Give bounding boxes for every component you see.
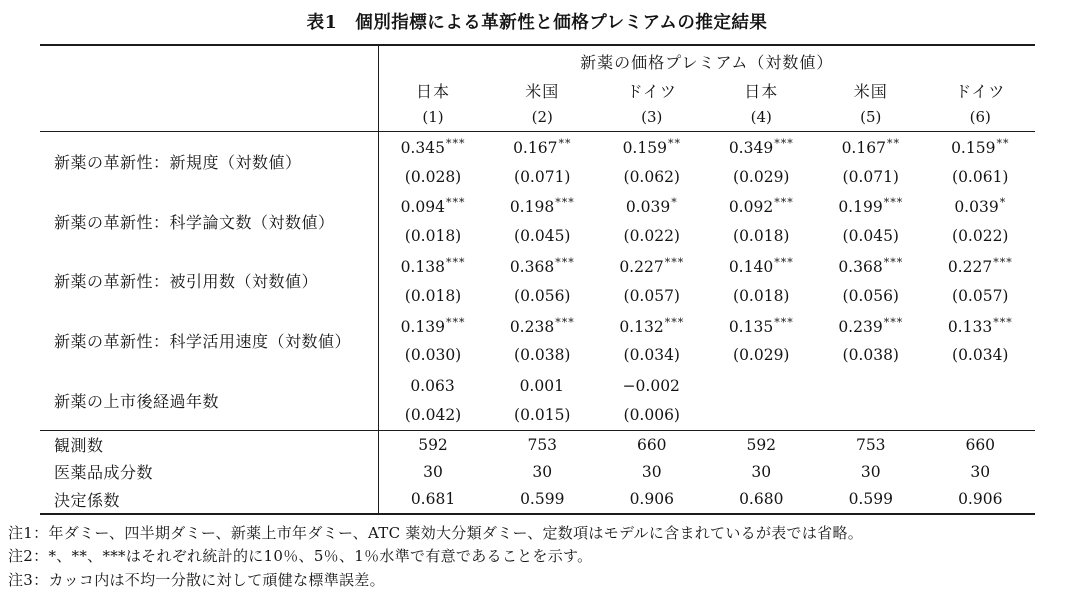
coef-cell bbox=[488, 132, 598, 162]
coef-cell bbox=[597, 192, 707, 222]
model-number: (3) bbox=[641, 108, 663, 126]
significance-stars: ** bbox=[667, 136, 681, 150]
se-cell: (0.018) bbox=[404, 227, 462, 246]
significance-stars: *** bbox=[774, 196, 794, 210]
value-cell: 660 bbox=[926, 430, 1036, 458]
coef-cell bbox=[707, 192, 817, 222]
significance-stars: *** bbox=[555, 256, 575, 270]
value-cell: 0.906 bbox=[629, 490, 674, 509]
value-cell: 0.599 bbox=[520, 490, 565, 509]
significance-stars: *** bbox=[993, 256, 1013, 270]
coef-cell bbox=[378, 192, 488, 222]
table-row bbox=[40, 251, 1035, 281]
coef-cell bbox=[378, 251, 488, 281]
coefficient-value: 0.227 bbox=[947, 258, 993, 277]
coefficient-rows bbox=[40, 132, 1035, 431]
note-1: 注1：年ダミー、四半期ダミー、新薬上市年ダミー、ATC 薬効大分類ダミー、定数項はモデルに含まれているが表では省略。 bbox=[8, 523, 864, 542]
row-label: 新薬の革新性：被引用数（対数値） bbox=[40, 251, 378, 311]
se-cell: (0.056) bbox=[514, 286, 571, 305]
column-group-header: 新薬の価格プレミアム（対数値） bbox=[580, 53, 834, 72]
country-label: 米国 bbox=[853, 82, 888, 101]
coef-cell bbox=[816, 132, 926, 162]
note-2: 注2：*、**、***はそれぞれ統計的に10％、5％、1％水準で有意であることを示す。 bbox=[8, 547, 593, 566]
coefficient-value: 0.039 bbox=[954, 198, 999, 217]
country-label: 日本 bbox=[744, 82, 779, 101]
coefficient-value: 0.167 bbox=[513, 138, 558, 157]
column-header-6 bbox=[926, 77, 1036, 132]
value-cell: 30 bbox=[423, 462, 443, 481]
value-cell: 30 bbox=[970, 462, 991, 481]
model-number: (5) bbox=[860, 108, 882, 126]
coefficient-value: 0.138 bbox=[400, 258, 445, 277]
coefficient-value: 0.159 bbox=[951, 138, 996, 157]
se-cell: (0.045) bbox=[842, 227, 899, 246]
se-cell bbox=[707, 400, 817, 430]
row-label: 医薬品成分数 bbox=[40, 458, 378, 485]
country-label: ドイツ bbox=[626, 82, 677, 101]
coef-cell bbox=[926, 311, 1036, 341]
se-cell: (0.034) bbox=[623, 346, 680, 365]
coef-cell bbox=[597, 311, 707, 341]
country-label: 日本 bbox=[415, 82, 450, 101]
se-cell: (0.018) bbox=[733, 286, 790, 305]
coefficient-value: 0.227 bbox=[619, 258, 664, 277]
observations-row bbox=[40, 430, 1035, 458]
se-cell: (0.042) bbox=[404, 406, 462, 425]
se-cell: (0.029) bbox=[733, 167, 790, 186]
coefficient-value: 0.001 bbox=[519, 377, 564, 396]
coefficient-value: −0.002 bbox=[622, 377, 680, 396]
coefficient-value: 0.368 bbox=[838, 258, 883, 277]
coefficient-value: 0.132 bbox=[619, 317, 664, 336]
coef-cell bbox=[816, 192, 926, 222]
column-header-2 bbox=[488, 77, 598, 132]
coefficient-value: 0.063 bbox=[410, 377, 455, 396]
table-row bbox=[40, 311, 1035, 341]
coefficient-value: 0.239 bbox=[838, 317, 883, 336]
se-cell: (0.022) bbox=[952, 227, 1009, 246]
row-label: 新薬の革新性：新規度（対数値） bbox=[40, 132, 378, 192]
coefficient-value: 0.349 bbox=[728, 138, 774, 157]
table-notes bbox=[8, 522, 1074, 592]
se-cell: (0.057) bbox=[623, 286, 680, 305]
se-cell: (0.034) bbox=[952, 346, 1009, 365]
country-label: ドイツ bbox=[955, 82, 1006, 101]
note-3: 注3：カッコ内は不均一分散に対して頑健な標準誤差。 bbox=[8, 570, 385, 589]
significance-stars: *** bbox=[445, 196, 466, 210]
model-number: (1) bbox=[422, 108, 444, 126]
se-cell bbox=[816, 400, 926, 430]
coef-cell bbox=[378, 132, 488, 162]
value-cell: 0.681 bbox=[410, 490, 456, 509]
value-cell: 592 bbox=[378, 430, 488, 458]
coef-cell bbox=[816, 370, 926, 400]
coef-cell bbox=[378, 311, 488, 341]
coef-cell bbox=[597, 370, 707, 400]
se-cell: (0.006) bbox=[623, 406, 680, 425]
significance-stars: *** bbox=[774, 315, 794, 329]
value-cell: 0.599 bbox=[848, 490, 893, 509]
significance-stars: *** bbox=[993, 315, 1013, 329]
coef-cell bbox=[926, 251, 1036, 281]
se-cell: (0.018) bbox=[404, 286, 462, 305]
value-cell: 753 bbox=[816, 430, 926, 458]
significance-stars: *** bbox=[445, 256, 466, 270]
coefficient-value: 0.238 bbox=[509, 317, 555, 336]
value-cell: 30 bbox=[751, 462, 772, 481]
significance-stars: *** bbox=[774, 256, 794, 270]
model-number: (6) bbox=[969, 108, 991, 126]
se-cell: (0.071) bbox=[514, 167, 571, 186]
coefficient-value: 0.094 bbox=[400, 198, 445, 217]
coefficient-value: 0.368 bbox=[509, 258, 555, 277]
coef-cell bbox=[488, 192, 598, 222]
corner-cell bbox=[40, 45, 378, 132]
table-row bbox=[40, 132, 1035, 162]
row-label: 新薬の革新性：科学活用速度（対数値） bbox=[40, 311, 378, 371]
components-row bbox=[40, 458, 1035, 485]
coef-cell bbox=[488, 311, 598, 341]
table-row bbox=[40, 192, 1035, 222]
coefficient-value: 0.159 bbox=[622, 138, 667, 157]
significance-stars: *** bbox=[883, 196, 904, 210]
se-cell: (0.029) bbox=[733, 346, 790, 365]
value-cell: 0.680 bbox=[739, 490, 784, 509]
column-header-3 bbox=[597, 77, 707, 132]
significance-stars: * bbox=[671, 196, 678, 210]
significance-stars: *** bbox=[445, 136, 466, 150]
row-label: 決定係数 bbox=[40, 486, 378, 514]
coefficient-value: 0.198 bbox=[509, 198, 555, 217]
se-cell: (0.028) bbox=[404, 167, 462, 186]
coef-cell bbox=[707, 370, 817, 400]
value-cell: 592 bbox=[707, 430, 817, 458]
coefficient-value: 0.199 bbox=[838, 198, 883, 217]
significance-stars: * bbox=[999, 196, 1007, 210]
coef-cell bbox=[816, 311, 926, 341]
coefficient-value: 0.167 bbox=[841, 138, 886, 157]
column-header-5 bbox=[816, 77, 926, 132]
coef-cell bbox=[707, 251, 817, 281]
significance-stars: *** bbox=[445, 315, 466, 329]
coef-cell bbox=[926, 370, 1036, 400]
coef-cell bbox=[488, 370, 598, 400]
se-cell: (0.056) bbox=[842, 286, 899, 305]
value-cell: 30 bbox=[641, 462, 662, 481]
significance-stars: ** bbox=[558, 136, 572, 150]
value-cell: 0.906 bbox=[958, 490, 1003, 509]
table-title: 表1 個別指標による革新性と価格プレミアムの推定結果 bbox=[306, 13, 768, 33]
value-cell: 30 bbox=[860, 462, 881, 481]
se-cell: (0.030) bbox=[404, 346, 462, 365]
coefficient-value: 0.140 bbox=[728, 258, 774, 277]
significance-stars: *** bbox=[555, 315, 575, 329]
significance-stars: *** bbox=[883, 315, 904, 329]
coef-cell bbox=[488, 251, 598, 281]
se-cell: (0.071) bbox=[842, 167, 899, 186]
coef-cell bbox=[597, 251, 707, 281]
significance-stars: *** bbox=[555, 196, 575, 210]
se-cell: (0.022) bbox=[623, 227, 680, 246]
group-header-row bbox=[40, 45, 1035, 77]
coef-cell bbox=[926, 192, 1036, 222]
coefficient-value: 0.139 bbox=[400, 317, 445, 336]
country-label: 米国 bbox=[525, 82, 560, 101]
se-cell bbox=[926, 400, 1036, 430]
significance-stars: *** bbox=[883, 256, 904, 270]
se-cell: (0.062) bbox=[623, 167, 680, 186]
significance-stars: *** bbox=[664, 315, 685, 329]
significance-stars: *** bbox=[774, 136, 794, 150]
coefficient-value: 0.135 bbox=[728, 317, 774, 336]
coefficient-value: 0.345 bbox=[400, 138, 445, 157]
row-label: 新薬の上市後経過年数 bbox=[40, 370, 378, 430]
se-cell: (0.045) bbox=[514, 227, 571, 246]
significance-stars: ** bbox=[996, 136, 1010, 150]
se-cell: (0.015) bbox=[514, 406, 571, 425]
coef-cell bbox=[378, 370, 488, 400]
value-cell: 660 bbox=[597, 430, 707, 458]
value-cell: 30 bbox=[532, 462, 553, 481]
summary-rows bbox=[40, 430, 1035, 513]
se-cell: (0.061) bbox=[952, 167, 1009, 186]
coefficient-value: 0.039 bbox=[625, 198, 671, 217]
coefficient-value: 0.133 bbox=[947, 317, 993, 336]
table-header bbox=[40, 45, 1035, 132]
se-cell: (0.038) bbox=[514, 346, 571, 365]
significance-stars: *** bbox=[664, 256, 685, 270]
se-cell: (0.038) bbox=[842, 346, 899, 365]
coef-cell bbox=[597, 132, 707, 162]
column-header-1 bbox=[378, 77, 488, 132]
table-row bbox=[40, 370, 1035, 400]
significance-stars: ** bbox=[886, 136, 900, 150]
regression-results-table bbox=[40, 44, 1035, 515]
row-label: 観測数 bbox=[40, 430, 378, 458]
value-cell: 753 bbox=[488, 430, 598, 458]
model-number: (4) bbox=[750, 108, 772, 126]
coefficient-value: 0.092 bbox=[728, 198, 774, 217]
row-label: 新薬の革新性：科学論文数（対数値） bbox=[40, 192, 378, 252]
coef-cell bbox=[707, 132, 817, 162]
coef-cell bbox=[707, 311, 817, 341]
model-number: (2) bbox=[531, 108, 553, 126]
column-header-4 bbox=[707, 77, 817, 132]
r-squared-row bbox=[40, 486, 1035, 514]
coef-cell bbox=[926, 132, 1036, 162]
se-cell: (0.057) bbox=[952, 286, 1009, 305]
coef-cell bbox=[816, 251, 926, 281]
se-cell: (0.018) bbox=[733, 227, 790, 246]
